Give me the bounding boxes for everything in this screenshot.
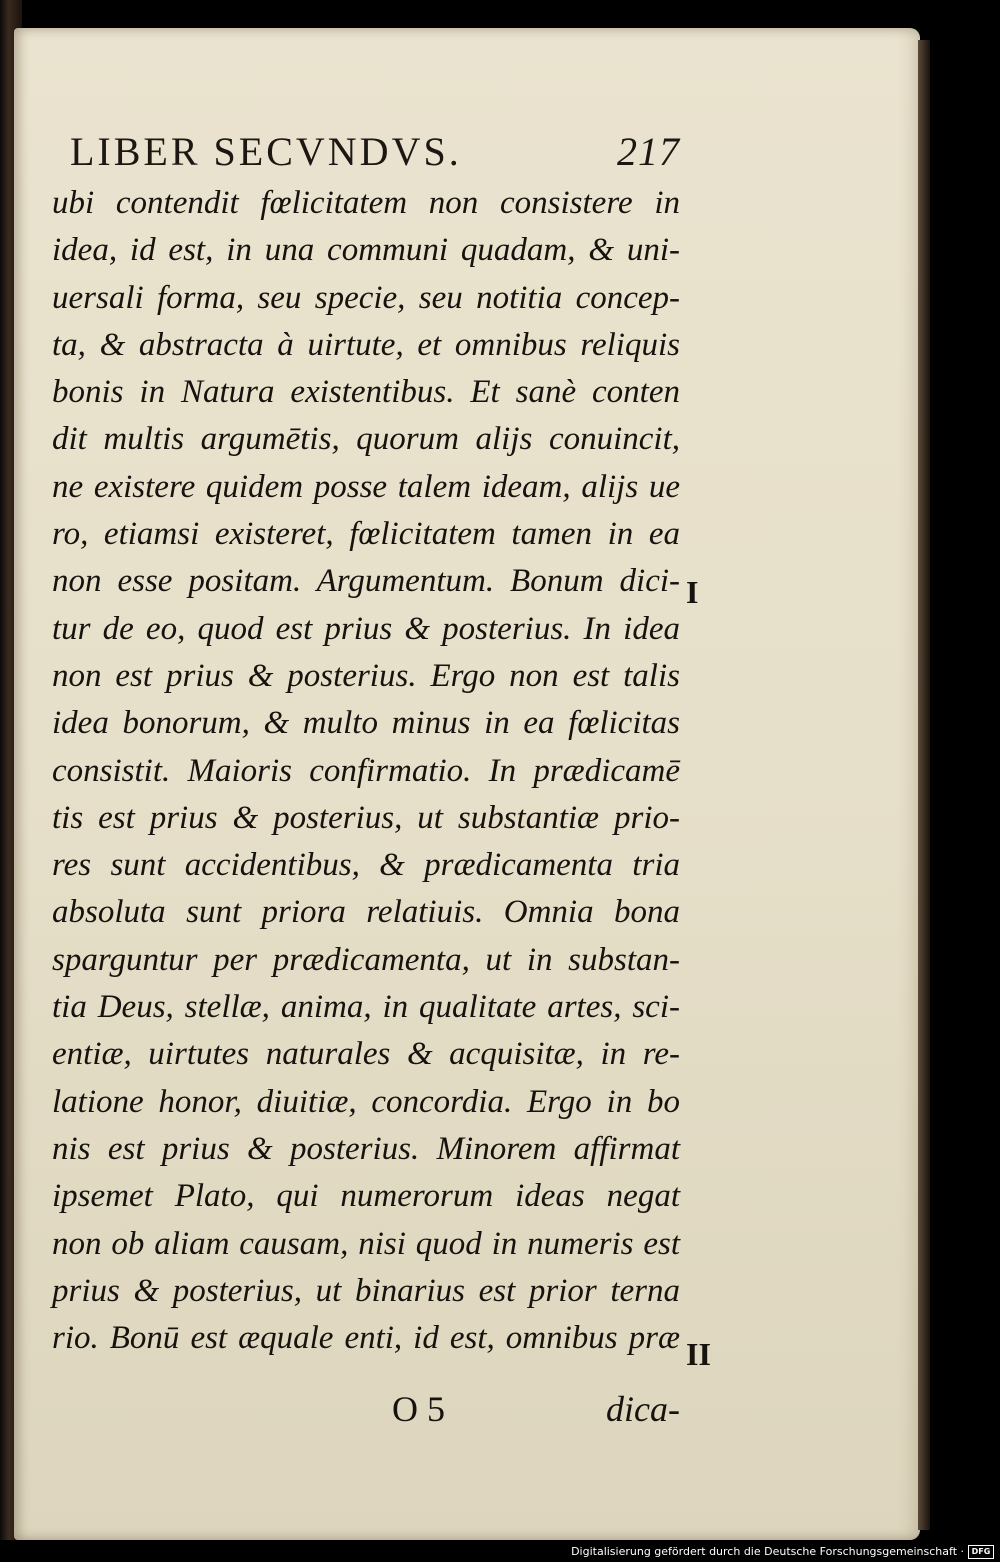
text-line: idea bonorum, & multo minus in ea fœlicitas <box>52 705 680 742</box>
body-text <box>52 180 680 1362</box>
page-edge-shadow <box>918 40 930 1530</box>
text-line: dit multis argumētis, quorum alijs conuincit, <box>52 421 680 458</box>
text-line: nis est prius & posterius. Minorem affirmat <box>52 1130 680 1167</box>
marginal-numeral-2: II <box>686 1336 711 1372</box>
dfg-logo-icon: DFG <box>968 1545 994 1559</box>
text-line: ta, & abstracta à uirtute, et omnibus reliquis <box>52 326 680 363</box>
signature-mark: O 5 <box>392 1389 445 1429</box>
text-line: uersali forma, seu specie, seu notitia concep- <box>52 279 680 316</box>
catchword: dica- <box>606 1389 680 1429</box>
text-line: rio. Bonū est æquale enti, id est, omnibus præ <box>52 1320 680 1357</box>
text-line: entiæ, uirtutes naturales & acquisitæ, in re- <box>52 1036 680 1073</box>
text-line: tur de eo, quod est prius & posterius. In idea <box>52 610 680 647</box>
text-line: latione honor, diuitiæ, concordia. Ergo in bo <box>52 1083 680 1120</box>
attribution-text: Digitalisierung gefördert durch die Deutsche Forschungsgemeinschaft · <box>571 1545 964 1558</box>
text-line: ubi contendit fœlicitatem non consistere in <box>52 185 680 221</box>
text-line: non esse positam. Argumentum. Bonum dici- <box>52 563 680 600</box>
text-line: tis est prius & posterius, ut substantiæ prio- <box>52 799 680 836</box>
text-line: sparguntur per prædicamenta, ut in substan- <box>52 941 680 978</box>
text-line: res sunt accidentibus, & prædicamenta tria <box>52 847 680 884</box>
text-line: ne existere quidem posse talem ideam, alijs ue <box>52 468 680 505</box>
page-footer <box>52 1388 680 1436</box>
text-line: absoluta sunt priora relatiuis. Omnia bona <box>52 894 680 931</box>
running-head <box>70 128 680 176</box>
text-line: prius & posterius, ut binarius est prior terna <box>52 1272 680 1309</box>
text-line: tia Deus, stellæ, anima, in qualitate artes, sci- <box>52 989 680 1026</box>
page-number: 217 <box>617 129 680 174</box>
text-line: ipsemet Plato, qui numerorum ideas negat <box>52 1178 680 1215</box>
text-line: non est prius & posterius. Ergo non est talis <box>52 657 680 694</box>
text-line: ro, etiamsi existeret, fœlicitatem tamen in ea <box>52 516 680 553</box>
text-line: non ob aliam causam, nisi quod in numeris est <box>52 1225 680 1262</box>
running-head-title: LIBER SECVNDVS. <box>70 129 462 174</box>
text-line: bonis in Natura existentibus. Et sanè conten <box>52 374 680 411</box>
marginal-numeral-1: I <box>686 574 699 610</box>
text-line: idea, id est, in una communi quadam, & uni- <box>52 232 680 269</box>
text-line: consistit. Maioris confirmatio. In prædicamē <box>52 752 680 789</box>
